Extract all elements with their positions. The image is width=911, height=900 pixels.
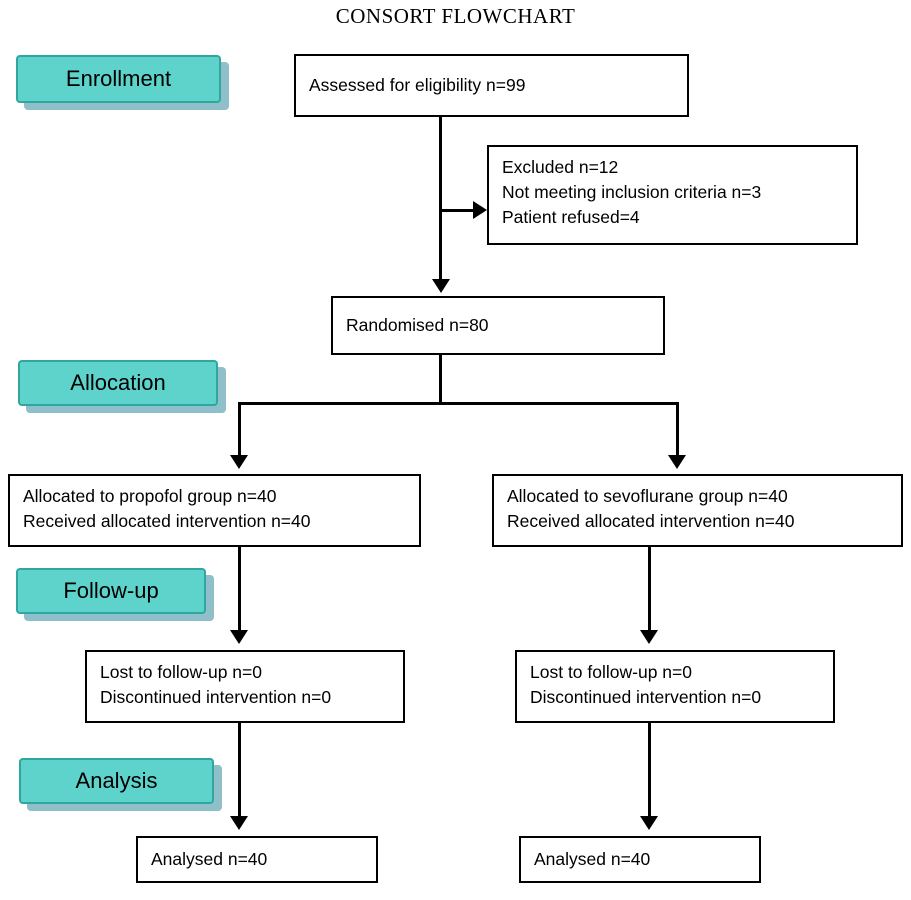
arrowhead-randomised	[432, 279, 450, 293]
arrowhead-left-analysed	[230, 816, 248, 830]
connector-right-followup-to-analysed	[648, 723, 651, 818]
box-assessed-line-1: Assessed for eligibility n=99	[309, 75, 526, 96]
arrowhead-right-analysed	[640, 816, 658, 830]
arrowhead-left-alloc	[230, 455, 248, 469]
stage-label-follow-up	[16, 568, 206, 614]
box-allocated-propofol	[8, 474, 421, 547]
box-excluded-line-2: Not meeting inclusion criteria n=3	[502, 181, 762, 202]
connector-bus-to-right-alloc	[676, 402, 679, 457]
box-allocated-propofol-line-1: Allocated to propofol group n=40	[23, 486, 277, 506]
box-allocated-sevoflurane-line-1: Allocated to sevoflurane group n=40	[507, 486, 788, 506]
box-followup-propofol	[85, 650, 405, 723]
box-followup-sevoflurane	[515, 650, 835, 723]
stage-label-allocation	[18, 360, 218, 406]
stage-label-follow-up-text: Follow-up	[63, 578, 159, 603]
stage-label-enrollment-text: Enrollment	[65, 66, 172, 91]
box-followup-sevoflurane-line-2: Discontinued intervention n=0	[530, 686, 762, 707]
page-title: CONSORT FLOWCHART	[335, 4, 576, 28]
box-allocated-sevoflurane-line-2: Received allocated intervention n=40	[507, 510, 795, 531]
stage-label-enrollment	[16, 55, 221, 103]
box-allocated-sevoflurane	[492, 474, 903, 547]
connector-trunk-to-excluded	[439, 209, 475, 212]
box-analysed-sevoflurane	[519, 836, 761, 883]
box-followup-propofol-line-1: Lost to follow-up n=0	[100, 662, 262, 682]
arrowhead-right-followup	[640, 630, 658, 644]
connector-left-followup-to-analysed	[238, 723, 241, 818]
box-randomised-line-1: Randomised n=80	[346, 315, 489, 336]
arrowhead-left-followup	[230, 630, 248, 644]
box-excluded	[487, 145, 858, 245]
stage-label-analysis	[19, 758, 214, 804]
stage-label-allocation-text: Allocation	[70, 370, 166, 395]
connector-randomised-stem	[439, 355, 442, 405]
box-allocated-propofol-line-2: Received allocated intervention n=40	[23, 510, 311, 531]
box-analysed-propofol	[136, 836, 378, 883]
box-excluded-line-3: Patient refused=4	[502, 206, 640, 227]
box-followup-propofol-line-2: Discontinued intervention n=0	[100, 686, 332, 707]
box-assessed-for-eligibility	[294, 54, 689, 117]
box-followup-sevoflurane-line-1: Lost to follow-up n=0	[530, 662, 692, 682]
arrowhead-right-alloc	[668, 455, 686, 469]
connector-bus-to-left-alloc	[238, 402, 241, 457]
stage-label-analysis-text: Analysis	[75, 768, 158, 793]
connector-allocation-bus	[238, 402, 679, 405]
connector-left-alloc-to-followup	[238, 547, 241, 632]
connector-assessed-to-randomised	[439, 117, 442, 281]
arrowhead-excluded	[473, 201, 487, 219]
box-analysed-propofol-line-1: Analysed n=40	[151, 849, 268, 870]
connector-right-alloc-to-followup	[648, 547, 651, 632]
box-excluded-line-1: Excluded n=12	[502, 157, 619, 177]
box-analysed-sevoflurane-line-1: Analysed n=40	[534, 849, 651, 870]
box-randomised	[331, 296, 665, 355]
